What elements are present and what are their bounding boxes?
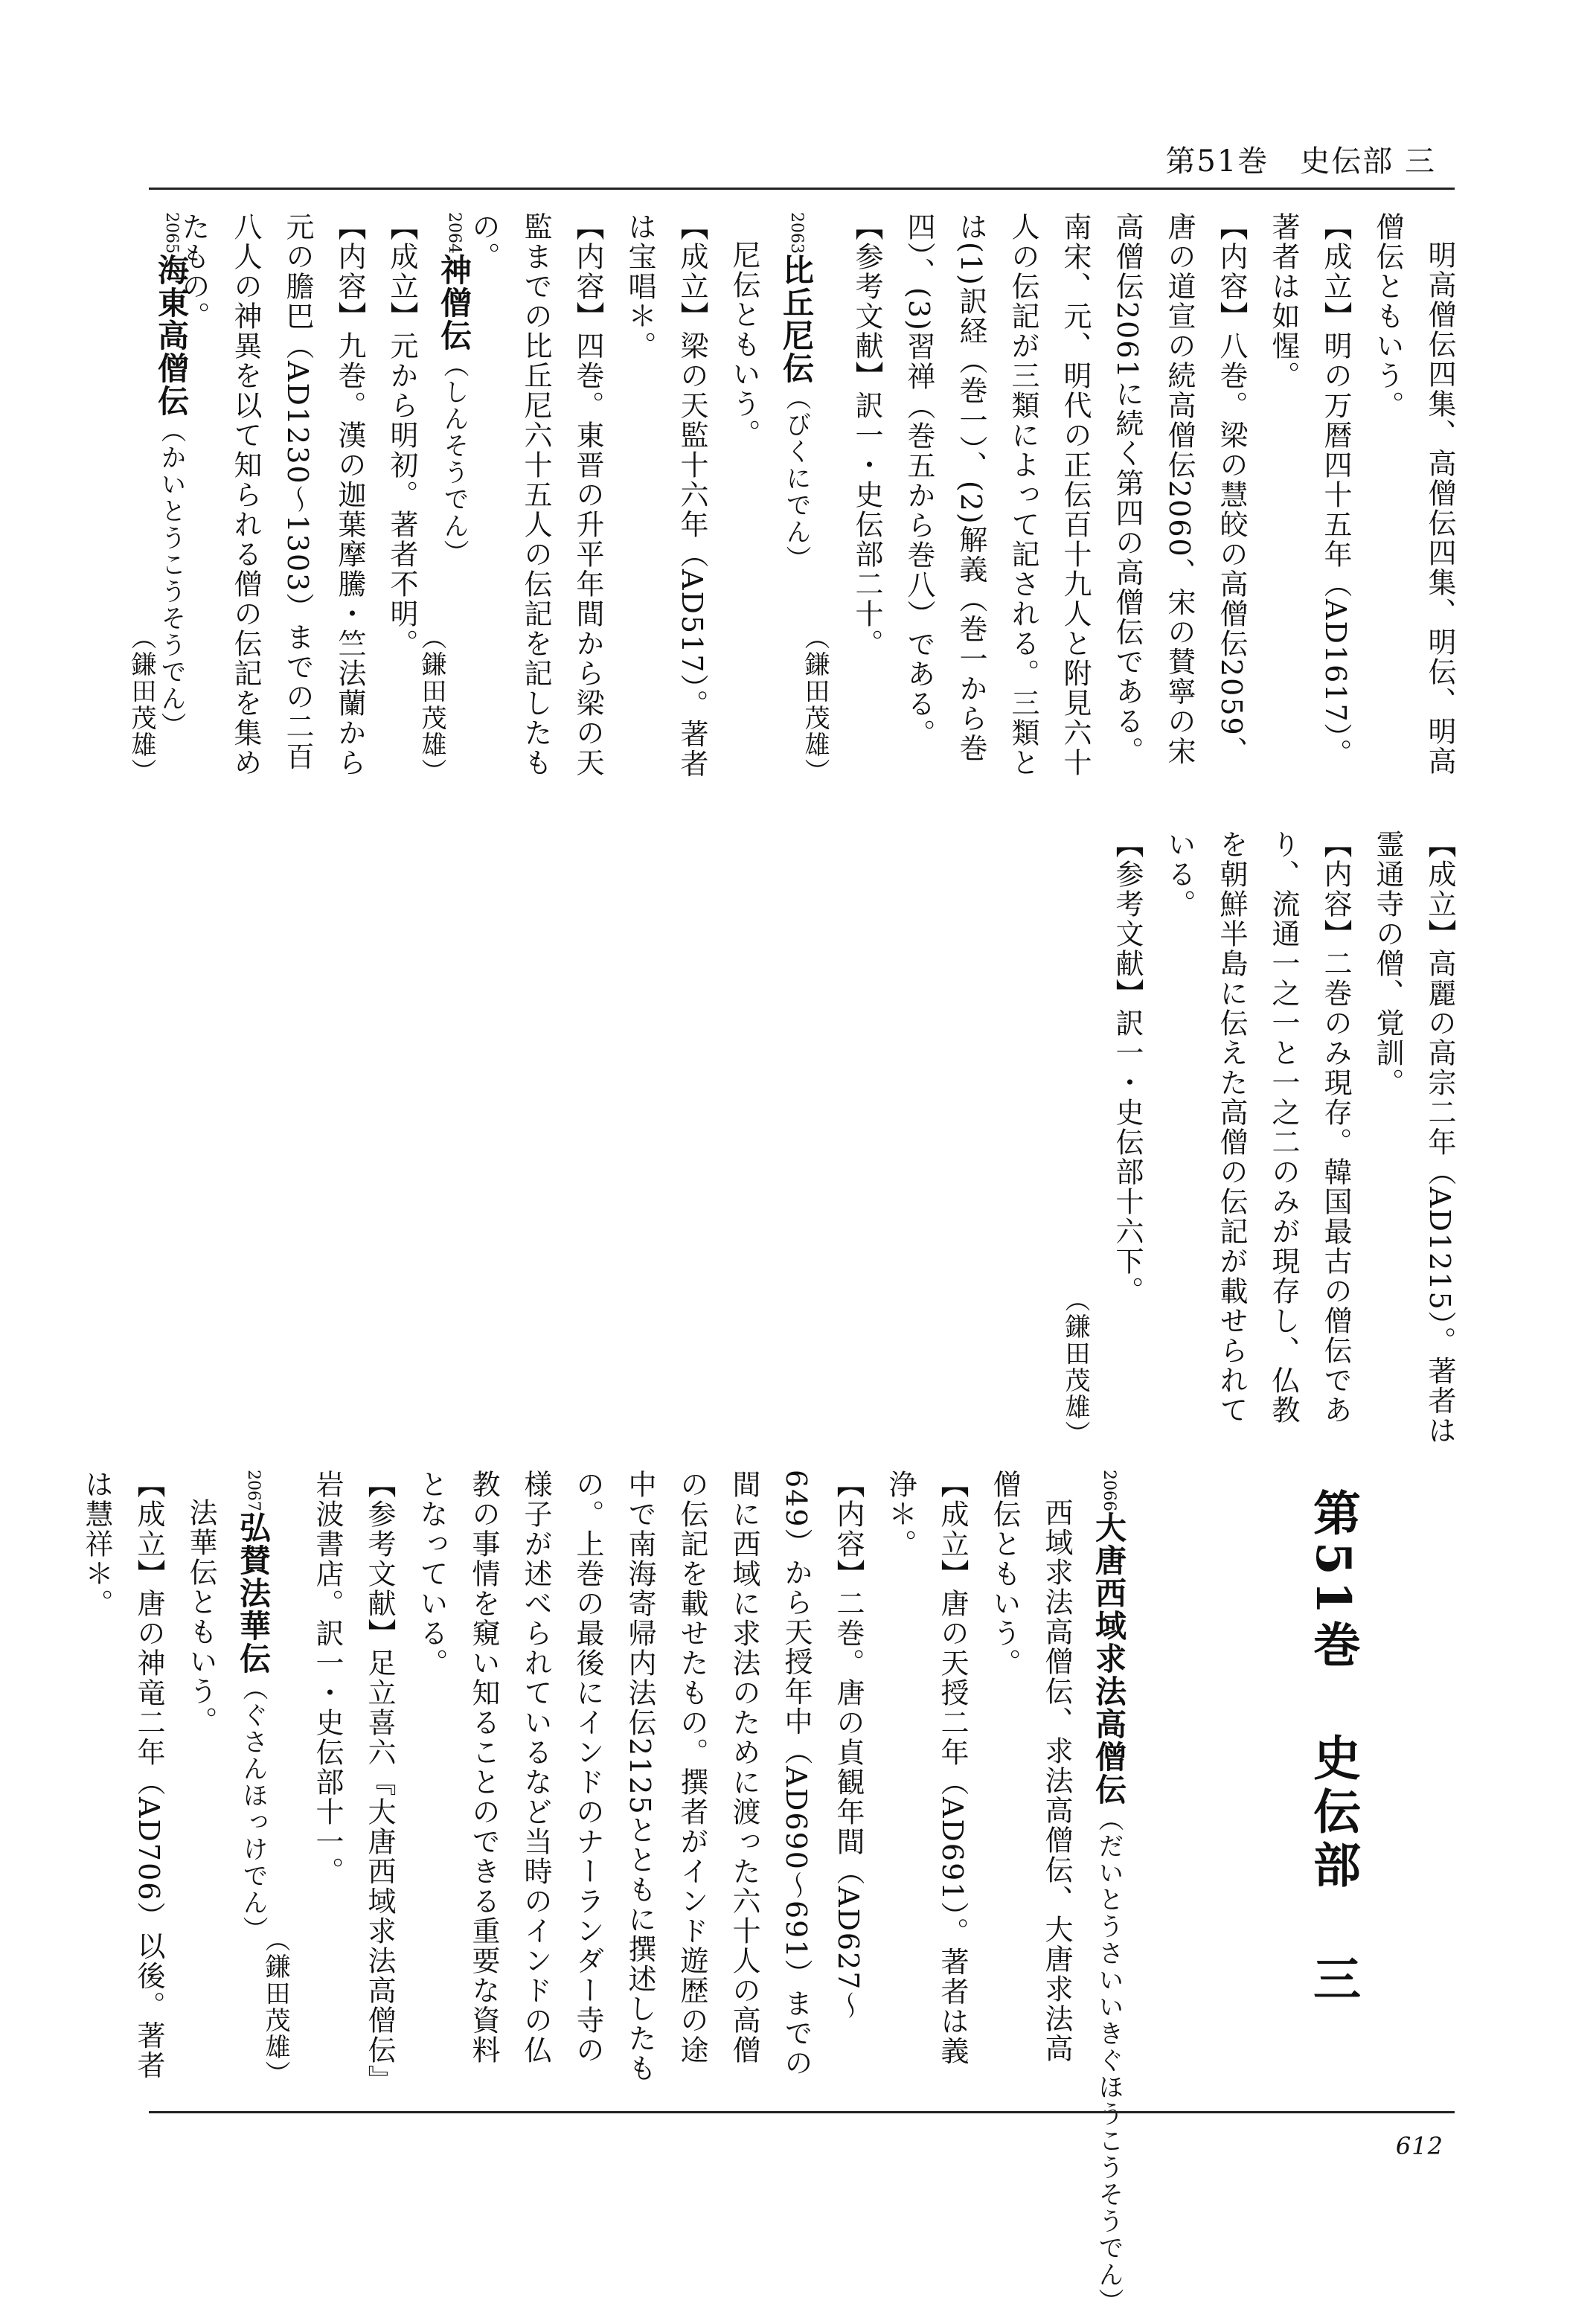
chapter-volume: 第51巻 xyxy=(1305,1488,1361,1674)
entry-line: 【成立】元から明初。著者不明。 xyxy=(385,212,418,659)
entry-line: 【成立】明の万暦四十五年（AD1617）。著者は如惺。 xyxy=(1267,212,1352,769)
entry-title: 弘賛法華伝 xyxy=(235,1511,272,1675)
entry-reading: （しんそうでん） xyxy=(439,352,469,566)
running-head: 第51巻 史伝部 三 xyxy=(1165,144,1436,179)
entry-reading: （かいとうこうそうでん） xyxy=(156,417,186,739)
entry-heading xyxy=(770,212,822,785)
entry-line: 【内容】四巻。東晋の升平年間から梁の天監までの比丘尼六十五人の伝記を記したもの。 xyxy=(467,212,604,778)
entry-line: 尼伝ともいう。 xyxy=(728,240,760,449)
footer-rule xyxy=(149,2111,1455,2113)
author-signature: （鎌田茂雄） xyxy=(126,624,156,785)
entry-title: 比丘尼伝 xyxy=(778,254,815,385)
entry-2065-continuation xyxy=(1049,830,1466,1447)
entry-line: 【内容】二巻。唐の貞観年間（AD627〜649）から天授年中（AD690〜691）までの間に西域に求法のために渡った六十人の高僧の伝記を載せたもの。撰者がインド遊歴の途中で南海寄帰内法伝2125とともに撰述したもの。上巻の最後にインドのナーランダー寺の様子が述べられているなど当時のインドの仏教の事情を窺い知ることのできる重要な資料となっている。 xyxy=(415,1470,865,2084)
entry-number: 2065 xyxy=(162,212,181,254)
entry-heading xyxy=(428,212,480,785)
entry-2065 xyxy=(145,212,197,785)
entry-title: 大唐西域求法高僧伝 xyxy=(1091,1511,1127,1806)
entry-line: 西域求法高僧伝、求法高僧伝、大唐求法高僧伝ともいう。 xyxy=(988,1470,1073,2063)
entry-reading: （だいとうさいいきぐほうこうそうでん） xyxy=(1094,1806,1124,2315)
entry-reading: （びくにでん） xyxy=(781,385,811,572)
entry-line: 【成立】唐の神竜二年（AD706）以後。著者は慧祥＊。 xyxy=(80,1470,165,2081)
entry-number: 2064 xyxy=(445,212,464,254)
author-signature: （鎌田茂雄） xyxy=(417,624,446,785)
entry-line: 【参考文献】訳一・史伝部十六下。 xyxy=(1111,830,1144,1306)
chapter-part: 三 xyxy=(1305,1953,1361,2008)
entry-line: 【内容】九巻。漢の迦葉摩騰・竺法蘭から元の膽巴（AD1230〜1303）までの二百八人の神異を以て知られる僧の伝記を集めたもの。 xyxy=(177,212,366,778)
chapter-title xyxy=(1298,1488,1367,2008)
chapter-name: 史伝部 xyxy=(1305,1733,1361,1895)
entry-2066 xyxy=(249,1470,1135,2315)
entry-heading xyxy=(1083,1470,1135,2315)
entry-heading xyxy=(227,1470,279,2087)
author-signature: （鎌田茂雄） xyxy=(1060,1287,1090,1447)
entry-title: 海東高僧伝 xyxy=(153,254,190,417)
author-signature: （鎌田茂雄） xyxy=(260,1927,290,2087)
entry-line: 明高僧伝四集、高僧伝四集、明伝、明高僧伝ともいう。 xyxy=(1371,212,1456,776)
author-signature: （鎌田茂雄） xyxy=(800,624,830,785)
entry-title: 神僧伝 xyxy=(436,254,472,352)
entry-line: 【成立】梁の天監十六年（AD517）。著者は宝唱＊。 xyxy=(624,212,708,779)
header-rule xyxy=(149,188,1455,190)
entry-line: 法華伝ともいう。 xyxy=(185,1498,217,1736)
entry-2067 xyxy=(71,1470,279,2087)
entry-heading xyxy=(145,212,197,785)
entry-line: 【参考文献】足立喜六『大唐西域求法高僧伝』岩波書店。訳一・史伝部十一。 xyxy=(311,1470,396,2081)
entry-number: 2066 xyxy=(1100,1470,1118,1511)
entry-number: 2067 xyxy=(244,1470,263,1511)
entry-2062-continuation xyxy=(789,212,1466,785)
entry-line: 【参考文献】訳一・史伝部二十。 xyxy=(850,212,883,659)
entry-number: 2063 xyxy=(787,212,806,254)
entry-line: 【内容】八巻。梁の慧皎の高僧伝2059、唐の道宣の続高僧伝2060、宋の賛寧の宋高僧伝2061に続く第四の高僧伝である。南宋、元、明代の正伝百十九人と附見六十人の伝記が三類によって記される。三類とは(1)訳経（巻一）、(2)解義（巻一から巻四）、(3)習禅（巻五から巻八）である。 xyxy=(903,212,1248,778)
page-number: 612 xyxy=(1395,2132,1443,2160)
entry-line: 【成立】高麗の高宗二年（AD1215）。著者は霊通寺の僧、覚訓。 xyxy=(1371,830,1456,1446)
entry-line: 【内容】二巻のみ現存。韓国最古の僧伝であり、流通一之一と一之二のみが現存し、仏教を朝鮮半島に伝えた高僧の伝記が載せられている。 xyxy=(1163,830,1352,1425)
entry-line: 【成立】唐の天授二年（AD691）。著者は義浄＊。 xyxy=(884,1470,969,2066)
entry-reading: （ぐさんほっけでん） xyxy=(238,1675,268,1943)
